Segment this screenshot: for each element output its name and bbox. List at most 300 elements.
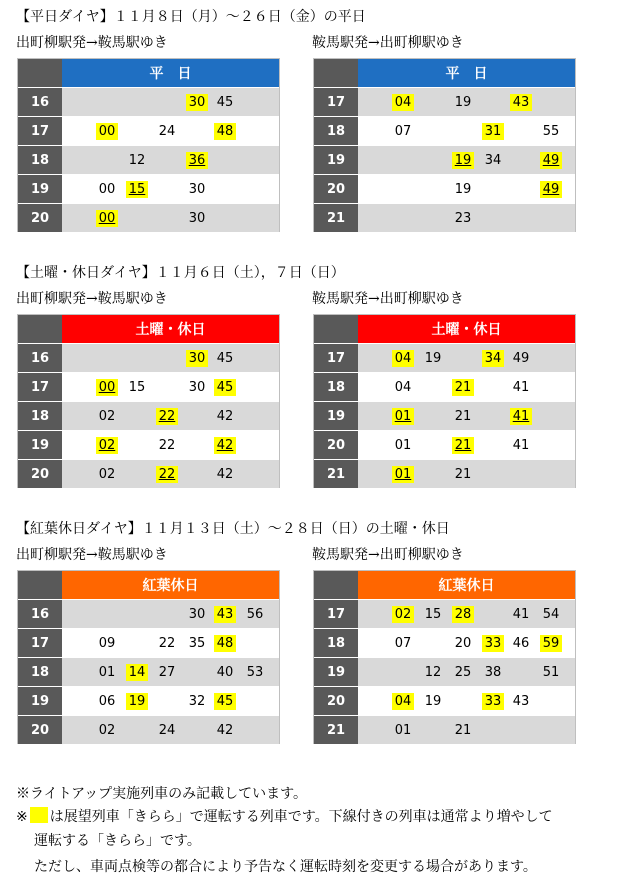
table-row	[314, 146, 575, 174]
day-type-header: 紅葉休日	[358, 571, 575, 599]
minutes-cells	[62, 373, 279, 401]
departure-minute	[392, 722, 414, 739]
minutes-cells	[358, 204, 575, 232]
minute-text: 55	[542, 124, 560, 139]
hour-cell: 18	[314, 373, 358, 401]
departure-minute	[510, 379, 532, 396]
hour-cell: 19	[18, 175, 62, 203]
table-row	[18, 629, 279, 657]
table-row	[18, 117, 279, 145]
minute-text: 19	[424, 351, 442, 366]
minute-text: 34	[484, 351, 502, 366]
kirara-departure	[482, 350, 504, 367]
departure-minute	[540, 123, 562, 140]
minute-text: 53	[246, 665, 264, 680]
hour-cell: 19	[314, 146, 358, 174]
day-type-header: 紅葉休日	[62, 571, 279, 599]
table-row	[314, 117, 575, 145]
table-row	[314, 344, 575, 372]
departure-minute	[482, 664, 504, 681]
kirara-departure	[452, 606, 474, 623]
hour-cell: 16	[18, 88, 62, 116]
minute-text: 01	[394, 438, 412, 453]
hour-cell: 17	[18, 117, 62, 145]
section-title: 【土曜・休日ダイヤ】１１月６日（土），７日（日）	[16, 265, 345, 281]
minute-text: 19	[454, 95, 472, 110]
table-row	[18, 431, 279, 459]
minute-text: 54	[542, 607, 560, 622]
table-row	[18, 204, 279, 232]
departure-minute	[510, 606, 532, 623]
day-type-header: 土曜・休日	[358, 315, 575, 343]
table-row	[18, 88, 279, 116]
departure-minute	[96, 408, 118, 425]
departure-minute	[452, 94, 474, 111]
header-corner	[18, 59, 62, 87]
minute-text: 12	[424, 665, 442, 680]
minute-text: 46	[512, 636, 530, 651]
kirara-departure	[482, 123, 504, 140]
minute-text: 31	[484, 124, 502, 139]
minute-text: 38	[484, 665, 502, 680]
minutes-cells	[358, 716, 575, 744]
minute-text: 00	[98, 211, 116, 226]
minute-text: 45	[216, 380, 234, 395]
timetable-header	[314, 571, 575, 599]
kirara-departure	[452, 437, 474, 454]
minute-text: 07	[394, 636, 412, 651]
hour-cell: 21	[314, 460, 358, 488]
header-corner	[314, 59, 358, 87]
kirara-departure	[96, 123, 118, 140]
hour-cell: 18	[18, 146, 62, 174]
departure-minute	[96, 664, 118, 681]
minutes-cells	[358, 600, 575, 628]
minute-text: 27	[158, 665, 176, 680]
minutes-cells	[62, 204, 279, 232]
minute-text: 09	[98, 636, 116, 651]
departure-minute	[540, 664, 562, 681]
minutes-cells	[358, 88, 575, 116]
minute-text: 02	[394, 607, 412, 622]
minute-text: 36	[188, 153, 206, 168]
direction-label: 鞍馬駅発→出町柳駅ゆき	[312, 547, 464, 563]
departure-minute	[452, 664, 474, 681]
departure-minute	[186, 635, 208, 652]
minute-text: 24	[158, 124, 176, 139]
departure-minute	[452, 181, 474, 198]
kirara-departure	[214, 606, 236, 623]
minute-text: 32	[188, 694, 206, 709]
minute-text: 04	[394, 351, 412, 366]
minute-text: 42	[216, 409, 234, 424]
note-lightup: ※ライトアップ実施列車のみ記載しています。	[16, 786, 308, 802]
minutes-cells	[358, 402, 575, 430]
direction-label: 出町柳駅発→鞍馬駅ゆき	[16, 291, 168, 307]
minute-text: 04	[394, 95, 412, 110]
kirara-departure	[392, 606, 414, 623]
kirara-departure	[156, 408, 178, 425]
kirara-departure	[126, 181, 148, 198]
minute-text: 22	[158, 636, 176, 651]
minute-text: 00	[98, 380, 116, 395]
table-row	[314, 600, 575, 628]
minutes-cells	[358, 629, 575, 657]
kirara-departure	[214, 379, 236, 396]
departure-minute	[392, 379, 414, 396]
hour-cell: 16	[18, 344, 62, 372]
hour-cell: 17	[314, 344, 358, 372]
minute-text: 34	[484, 153, 502, 168]
minute-text: 21	[454, 467, 472, 482]
departure-minute	[214, 664, 236, 681]
departure-minute	[186, 181, 208, 198]
hour-cell: 18	[314, 629, 358, 657]
minutes-cells	[358, 117, 575, 145]
direction-label: 出町柳駅発→鞍馬駅ゆき	[16, 35, 168, 51]
minute-text: 00	[98, 124, 116, 139]
note-disclaimer: ただし、車両点検等の都合により予告なく運転時刻を変更する場合があります。	[34, 859, 537, 875]
minute-text: 22	[158, 438, 176, 453]
departure-minute	[186, 606, 208, 623]
minutes-cells	[358, 344, 575, 372]
kirara-departure	[96, 437, 118, 454]
note-kirara-cont: 運転する「きらら」です。	[34, 833, 201, 849]
timetable-header	[314, 59, 575, 87]
minute-text: 14	[128, 665, 146, 680]
minutes-cells	[62, 175, 279, 203]
minute-text: 49	[542, 153, 560, 168]
minute-text: 42	[216, 467, 234, 482]
minutes-cells	[358, 687, 575, 715]
table-row	[18, 687, 279, 715]
hour-cell: 17	[314, 600, 358, 628]
minutes-cells	[358, 460, 575, 488]
hour-cell: 19	[314, 402, 358, 430]
direction-label: 出町柳駅発→鞍馬駅ゆき	[16, 547, 168, 563]
departure-minute	[186, 379, 208, 396]
hour-cell: 17	[18, 629, 62, 657]
note-kirara-text: は展望列車「きらら」で運転する列車です。下線付きの列車は通常より増やして	[49, 809, 553, 825]
minutes-cells	[62, 431, 279, 459]
departure-minute	[96, 722, 118, 739]
timetable-header	[18, 315, 279, 343]
minute-text: 07	[394, 124, 412, 139]
kirara-departure	[510, 408, 532, 425]
header-corner	[18, 571, 62, 599]
header-corner	[18, 315, 62, 343]
table-row	[314, 175, 575, 203]
kirara-departure	[156, 466, 178, 483]
timetable	[17, 314, 280, 488]
minute-text: 22	[158, 467, 176, 482]
minute-text: 20	[454, 636, 472, 651]
minute-text: 42	[216, 723, 234, 738]
hour-cell: 19	[18, 687, 62, 715]
table-row	[314, 431, 575, 459]
day-type-header: 平日	[62, 59, 279, 87]
hour-cell: 17	[314, 88, 358, 116]
hour-cell: 20	[314, 687, 358, 715]
minute-text: 45	[216, 95, 234, 110]
day-type-header: 土曜・休日	[62, 315, 279, 343]
departure-minute	[452, 466, 474, 483]
direction-label: 鞍馬駅発→出町柳駅ゆき	[312, 35, 464, 51]
minute-text: 21	[454, 438, 472, 453]
minute-text: 15	[424, 607, 442, 622]
minute-text: 15	[128, 182, 146, 197]
kirara-departure	[214, 693, 236, 710]
hour-cell: 17	[18, 373, 62, 401]
minute-text: 06	[98, 694, 116, 709]
minutes-cells	[62, 658, 279, 686]
table-row	[18, 373, 279, 401]
departure-minute	[510, 350, 532, 367]
minute-text: 49	[542, 182, 560, 197]
departure-minute	[452, 722, 474, 739]
kirara-departure	[482, 635, 504, 652]
kirara-departure	[186, 94, 208, 111]
minute-text: 01	[394, 467, 412, 482]
minutes-cells	[62, 146, 279, 174]
minute-text: 19	[454, 153, 472, 168]
minute-text: 33	[484, 636, 502, 651]
minute-text: 43	[512, 694, 530, 709]
table-row	[314, 687, 575, 715]
kirara-departure	[214, 437, 236, 454]
timetable-header	[314, 315, 575, 343]
minutes-cells	[358, 373, 575, 401]
departure-minute	[510, 437, 532, 454]
hour-cell: 20	[314, 175, 358, 203]
minute-text: 43	[512, 95, 530, 110]
departure-minute	[452, 635, 474, 652]
departure-minute	[244, 606, 266, 623]
minute-text: 15	[128, 380, 146, 395]
timetable	[17, 570, 280, 744]
minute-text: 48	[216, 124, 234, 139]
minute-text: 00	[98, 182, 116, 197]
minutes-cells	[358, 146, 575, 174]
timetable-header	[18, 59, 279, 87]
hour-cell: 18	[18, 402, 62, 430]
departure-minute	[540, 606, 562, 623]
timetable	[313, 570, 576, 744]
hour-cell: 20	[18, 460, 62, 488]
departure-minute	[422, 664, 444, 681]
minutes-cells	[358, 431, 575, 459]
departure-minute	[126, 379, 148, 396]
table-row	[18, 344, 279, 372]
table-row	[314, 204, 575, 232]
minutes-cells	[62, 402, 279, 430]
minute-text: 51	[542, 665, 560, 680]
header-corner	[314, 571, 358, 599]
timetable-header	[18, 571, 279, 599]
minute-text: 30	[188, 380, 206, 395]
kirara-departure	[452, 152, 474, 169]
departure-minute	[126, 152, 148, 169]
timetable	[313, 58, 576, 232]
kirara-departure	[214, 635, 236, 652]
minute-text: 41	[512, 380, 530, 395]
section-title: 【平日ダイヤ】１１月８日（月）～２６日（金）の平日	[16, 9, 366, 25]
hour-cell: 20	[314, 431, 358, 459]
minute-text: 43	[216, 607, 234, 622]
minute-text: 02	[98, 409, 116, 424]
minutes-cells	[62, 344, 279, 372]
day-type-header: 平日	[358, 59, 575, 87]
departure-minute	[96, 466, 118, 483]
departure-minute	[214, 350, 236, 367]
departure-minute	[214, 408, 236, 425]
direction-label: 鞍馬駅発→出町柳駅ゆき	[312, 291, 464, 307]
minute-text: 41	[512, 438, 530, 453]
minute-text: 04	[394, 380, 412, 395]
table-row	[314, 402, 575, 430]
departure-minute	[96, 635, 118, 652]
kirara-departure	[126, 664, 148, 681]
table-row	[314, 88, 575, 116]
kirara-departure	[392, 350, 414, 367]
hour-cell: 16	[18, 600, 62, 628]
table-row	[18, 146, 279, 174]
kirara-departure	[126, 693, 148, 710]
minute-text: 28	[454, 607, 472, 622]
kirara-departure	[96, 210, 118, 227]
kirara-departure	[392, 94, 414, 111]
header-corner	[314, 315, 358, 343]
minutes-cells	[62, 629, 279, 657]
departure-minute	[244, 664, 266, 681]
minutes-cells	[62, 687, 279, 715]
timetable	[313, 314, 576, 488]
departure-minute	[156, 722, 178, 739]
table-row	[314, 629, 575, 657]
minute-text: 01	[394, 409, 412, 424]
table-row	[18, 716, 279, 744]
hour-cell: 19	[18, 431, 62, 459]
minute-text: 48	[216, 636, 234, 651]
minutes-cells	[62, 117, 279, 145]
kirara-departure	[510, 94, 532, 111]
minute-text: 45	[216, 694, 234, 709]
kirara-departure	[392, 693, 414, 710]
note-mark: ※	[16, 809, 28, 825]
departure-minute	[452, 210, 474, 227]
departure-minute	[214, 94, 236, 111]
departure-minute	[156, 123, 178, 140]
minute-text: 19	[128, 694, 146, 709]
hour-cell: 21	[314, 204, 358, 232]
minute-text: 41	[512, 607, 530, 622]
minute-text: 12	[128, 153, 146, 168]
departure-minute	[156, 664, 178, 681]
departure-minute	[510, 635, 532, 652]
hour-cell: 20	[18, 716, 62, 744]
hour-cell: 20	[18, 204, 62, 232]
departure-minute	[422, 350, 444, 367]
minutes-cells	[62, 88, 279, 116]
minute-text: 41	[512, 409, 530, 424]
minutes-cells	[62, 716, 279, 744]
kirara-departure	[452, 379, 474, 396]
departure-minute	[452, 408, 474, 425]
table-row	[314, 460, 575, 488]
table-row	[18, 600, 279, 628]
minute-text: 21	[454, 723, 472, 738]
table-row	[18, 175, 279, 203]
minute-text: 30	[188, 95, 206, 110]
table-row	[18, 658, 279, 686]
minute-text: 02	[98, 467, 116, 482]
departure-minute	[186, 210, 208, 227]
minutes-cells	[358, 658, 575, 686]
minute-text: 23	[454, 211, 472, 226]
minutes-cells	[358, 175, 575, 203]
departure-minute	[156, 635, 178, 652]
hour-cell: 21	[314, 716, 358, 744]
minutes-cells	[62, 460, 279, 488]
highlight-legend-swatch	[30, 807, 48, 823]
minute-text: 22	[158, 409, 176, 424]
departure-minute	[392, 123, 414, 140]
minute-text: 25	[454, 665, 472, 680]
minute-text: 24	[158, 723, 176, 738]
departure-minute	[156, 437, 178, 454]
minute-text: 42	[216, 438, 234, 453]
minute-text: 04	[394, 694, 412, 709]
kirara-departure	[540, 152, 562, 169]
minute-text: 30	[188, 351, 206, 366]
kirara-departure	[96, 379, 118, 396]
departure-minute	[186, 693, 208, 710]
minute-text: 21	[454, 409, 472, 424]
table-row	[314, 373, 575, 401]
minute-text: 35	[188, 636, 206, 651]
kirara-departure	[540, 635, 562, 652]
kirara-departure	[186, 152, 208, 169]
kirara-departure	[186, 350, 208, 367]
minute-text: 45	[216, 351, 234, 366]
minute-text: 21	[454, 380, 472, 395]
departure-minute	[96, 693, 118, 710]
departure-minute	[392, 635, 414, 652]
minute-text: 02	[98, 723, 116, 738]
minute-text: 33	[484, 694, 502, 709]
section-title: 【紅葉休日ダイヤ】１１月１３日（土）～２８日（日）の土曜・休日	[16, 521, 450, 537]
minute-text: 40	[216, 665, 234, 680]
kirara-departure	[392, 466, 414, 483]
minute-text: 30	[188, 211, 206, 226]
departure-minute	[214, 466, 236, 483]
departure-minute	[422, 606, 444, 623]
hour-cell: 19	[314, 658, 358, 686]
hour-cell: 18	[314, 117, 358, 145]
minute-text: 30	[188, 182, 206, 197]
departure-minute	[482, 152, 504, 169]
hour-cell: 18	[18, 658, 62, 686]
minute-text: 59	[542, 636, 560, 651]
departure-minute	[422, 693, 444, 710]
table-row	[18, 402, 279, 430]
minute-text: 19	[454, 182, 472, 197]
minute-text: 19	[424, 694, 442, 709]
minute-text: 01	[98, 665, 116, 680]
kirara-departure	[540, 181, 562, 198]
table-row	[314, 658, 575, 686]
table-row	[18, 460, 279, 488]
